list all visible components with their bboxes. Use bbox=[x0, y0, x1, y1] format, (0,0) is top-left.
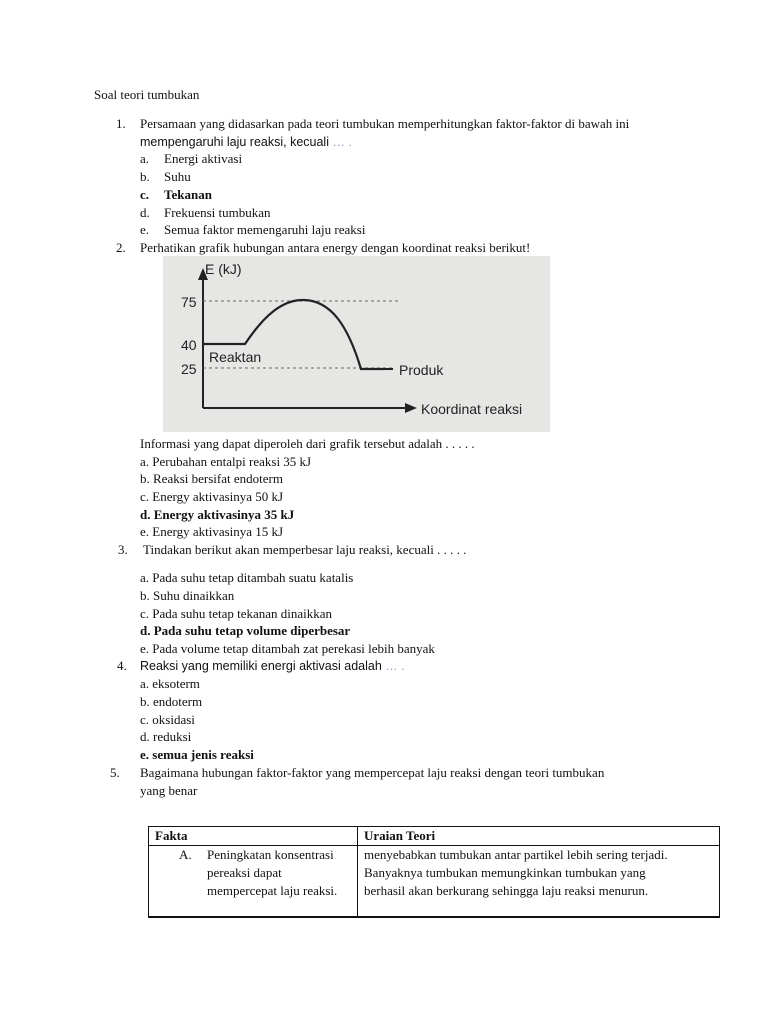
q2-option-d-answer: d. Energy aktivasinya 35 kJ bbox=[140, 507, 295, 522]
q3-option-b: b. Suhu dinaikkan bbox=[140, 588, 235, 603]
reactant-label: Reaktan bbox=[209, 349, 262, 365]
uraian-line: menyebabkan tumbukan antar partikel lebih sering terjadi. bbox=[364, 847, 668, 862]
y-axis-label: E (kJ) bbox=[205, 261, 242, 277]
q5-text-line1: Bagaimana hubungan faktor-faktor yang mempercepat laju reaksi dengan teori tumbukan bbox=[140, 765, 605, 780]
q2-number: 2. bbox=[116, 240, 126, 255]
document-title: Soal teori tumbukan bbox=[94, 87, 200, 102]
tick-75: 75 bbox=[181, 294, 197, 310]
product-label: Produk bbox=[399, 362, 444, 378]
uraian-line: Banyaknya tumbukan memungkinkan tumbukan yang bbox=[364, 865, 646, 880]
q1-text-line1: Persamaan yang didasarkan pada teori tumbukan memperhitungkan faktor-faktor di bawah ini bbox=[140, 116, 630, 131]
fact-theory-table bbox=[148, 826, 720, 918]
q3-option-d-answer: d. Pada suhu tetap volume diperbesar bbox=[140, 623, 351, 638]
q1-option-e: e. Semua faktor memengaruhi laju reaksi bbox=[140, 222, 366, 237]
q4-dots: … . bbox=[385, 659, 405, 673]
cell-fakta bbox=[149, 846, 358, 918]
cell-uraian bbox=[358, 846, 720, 918]
q4-option-c: c. oksidasi bbox=[140, 712, 195, 727]
q2-option-e: e. Energy aktivasinya 15 kJ bbox=[140, 524, 284, 539]
energy-diagram bbox=[163, 256, 550, 432]
header-uraian-teori: Uraian Teori bbox=[358, 827, 720, 846]
q1-option-b: b. Suhu bbox=[140, 169, 191, 184]
header-fakta: Fakta bbox=[149, 827, 358, 846]
q2-option-a: a. Perubahan entalpi reaksi 35 kJ bbox=[140, 454, 312, 469]
row-letter: A. bbox=[179, 847, 192, 862]
q5-number: 5. bbox=[110, 765, 120, 780]
q3-option-a: a. Pada suhu tetap ditambah suatu katalis bbox=[140, 570, 354, 585]
q4-option-a: a. eksoterm bbox=[140, 676, 200, 691]
q1-option-c-answer: c. Tekanan bbox=[140, 187, 212, 202]
q4-option-d: d. reduksi bbox=[140, 729, 192, 744]
q4-text: Reaksi yang memiliki energi aktivasi adalah … . bbox=[140, 659, 405, 673]
table-row bbox=[149, 846, 720, 918]
q3-option-e: e. Pada volume tetap ditambah zat perekasi lebih banyak bbox=[140, 641, 435, 656]
q1-dots: … . bbox=[332, 135, 352, 149]
q1-option-d: d. Frekuensi tumbukan bbox=[140, 205, 271, 220]
q3-text: Tindakan berikut akan memperbesar laju reaksi, kecuali . . . . . bbox=[143, 542, 467, 557]
q2-question: Informasi yang dapat diperoleh dari grafik tersebut adalah . . . . . bbox=[140, 436, 475, 451]
tick-40: 40 bbox=[181, 337, 197, 353]
tick-25: 25 bbox=[181, 361, 197, 377]
q2-option-b: b. Reaksi bersifat endoterm bbox=[140, 471, 283, 486]
table-header-row bbox=[149, 827, 720, 846]
fakta-line: mempercepat laju reaksi. bbox=[207, 883, 338, 898]
q2-option-c: c. Energy aktivasinya 50 kJ bbox=[140, 489, 284, 504]
q3-option-c: c. Pada suhu tetap tekanan dinaikkan bbox=[140, 606, 333, 621]
fakta-line: pereaksi dapat bbox=[207, 865, 282, 880]
q2-text: Perhatikan grafik hubungan antara energy dengan koordinat reaksi berikut! bbox=[140, 240, 531, 255]
q1-number: 1. bbox=[116, 116, 126, 131]
q1-option-a: a. Energi aktivasi bbox=[140, 151, 243, 166]
uraian-line: berhasil akan berkurang sehingga laju reaksi menurun. bbox=[364, 883, 649, 898]
q3-number: 3. bbox=[118, 542, 128, 557]
x-axis-arrow bbox=[405, 403, 417, 413]
q1-text-line2: mempengaruhi laju reaksi, kecuali … . bbox=[140, 135, 352, 149]
q4-number: 4. bbox=[117, 658, 127, 673]
q4-option-e-answer: e. semua jenis reaksi bbox=[140, 747, 254, 762]
x-axis-label: Koordinat reaksi bbox=[421, 401, 523, 417]
q4-option-b: b. endoterm bbox=[140, 694, 203, 709]
energy-diagram-photo bbox=[163, 256, 550, 432]
fakta-line: Peningkatan konsentrasi bbox=[207, 847, 334, 862]
q5-text-line2: yang benar bbox=[140, 783, 198, 798]
